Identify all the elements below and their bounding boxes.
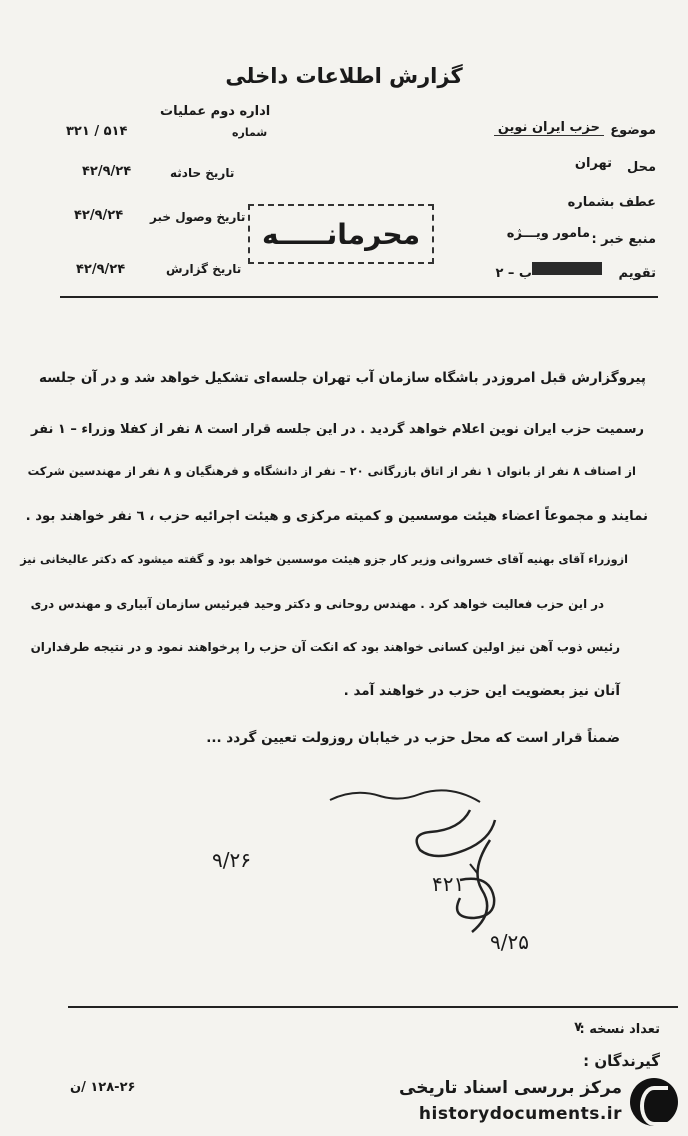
body-line: رئیس ذوب آهن نیز اولین کسانی خواهند بود که انکت آن حزب را پرخواهند نمود و در نتیجه طرفداران [30,640,620,654]
department-label: اداره دوم عملیات [160,104,271,119]
source-watermark [398,1074,688,1134]
handwritten-date-left: ۹/۲۶ [212,848,251,872]
subject-value: حزب ایران نوین [494,120,604,136]
archive-logo-icon [630,1078,678,1126]
event-date-label: تاریخ حادثه [170,166,235,180]
header-divider [60,296,658,298]
source-value: مامور ویـــژه [506,226,590,241]
document-title: گزارش اطلاعات داخلی [225,64,463,88]
body-line: رسمیت حزب ایران نوین اعلام خواهد گردید . در این جلسه قرار است ۸ نفر از کفلا وزراء – ۱ نفر [31,422,644,437]
watermark-url: historydocuments.ir [418,1104,622,1124]
body-line: از اصناف ۸ نفر از بانوان ۱ نفر از اتاق بازرگانی ۲۰ – نفر از دانشگاه و فرهنگیان و ۸ نفر از مهندسین شرکت [27,464,636,478]
event-date-value: ۴۲/۹/۲۴ [82,164,132,179]
subject-label: موضوع [610,123,656,138]
copies-value: ۷ [574,1020,582,1035]
body-line: در این حزب فعالیت خواهد کرد . مهندس روحانی و دکتر وحید فیرئیس سازمان آبیاری و مهندس دری [30,597,604,611]
number-value: ۳۲۱ / ۵۱۴ [66,124,128,139]
followup-label: عطف بشماره [567,195,656,210]
document-code: ۱۲۸-۲۶ /ن [70,1080,136,1095]
body-line: ازوزراء آقای بهنیه آقای خسروانی وزیر کار جزو هیئت موسسین خواهد بود و گفته میشود که دکتر عالیخانی نیز [20,553,628,566]
receipt-date-value: ۴۲/۹/۲۴ [74,208,124,223]
number-label: شماره [232,126,268,139]
classification-stamp: محرمانـــــه [248,204,434,264]
body-line: ضمناً قرار است که محل حزب در خیابان روزولت تعیین گردد ... [206,730,620,746]
handwritten-date-bottom: ۹/۲۵ [490,930,529,954]
report-date-label: تاریخ گزارش [166,262,242,276]
evaluation-label: تقویم [618,266,656,281]
redaction-bar [532,262,602,275]
body-line: آنان نیز بعضویت این حزب در خواهند آمد . [343,683,620,699]
body-line: نمایند و مجموعاً اعضاء هیئت موسسین و کمیته مرکزی و هیئت اجرائیه حزب ، ٦ نفر خواهند بود . [25,509,648,524]
location-label: محل [626,160,656,175]
copies-label: تعداد نسخه : [579,1022,660,1037]
location-value: تهران [574,156,612,171]
evaluation-value: ب – ۲ [495,266,532,281]
handwritten-number: ۴۲۱ [432,872,465,896]
report-date-value: ۴۲/۹/۲۴ [76,262,126,277]
recipients-label: گیرندگان : [583,1052,660,1070]
footer-divider [68,1006,678,1008]
watermark-name: مرکز بررسی اسناد تاریخی [399,1078,622,1098]
receipt-date-label: تاریخ وصول خبر [150,210,246,224]
body-line: پیروگزارش قبل امروزدر باشگاه سازمان آب تهران جلسه‌ای تشکیل خواهد شد و در آن جلسه [38,370,646,386]
signature-stroke [330,790,480,802]
source-label: منبع خبر : [591,232,656,247]
